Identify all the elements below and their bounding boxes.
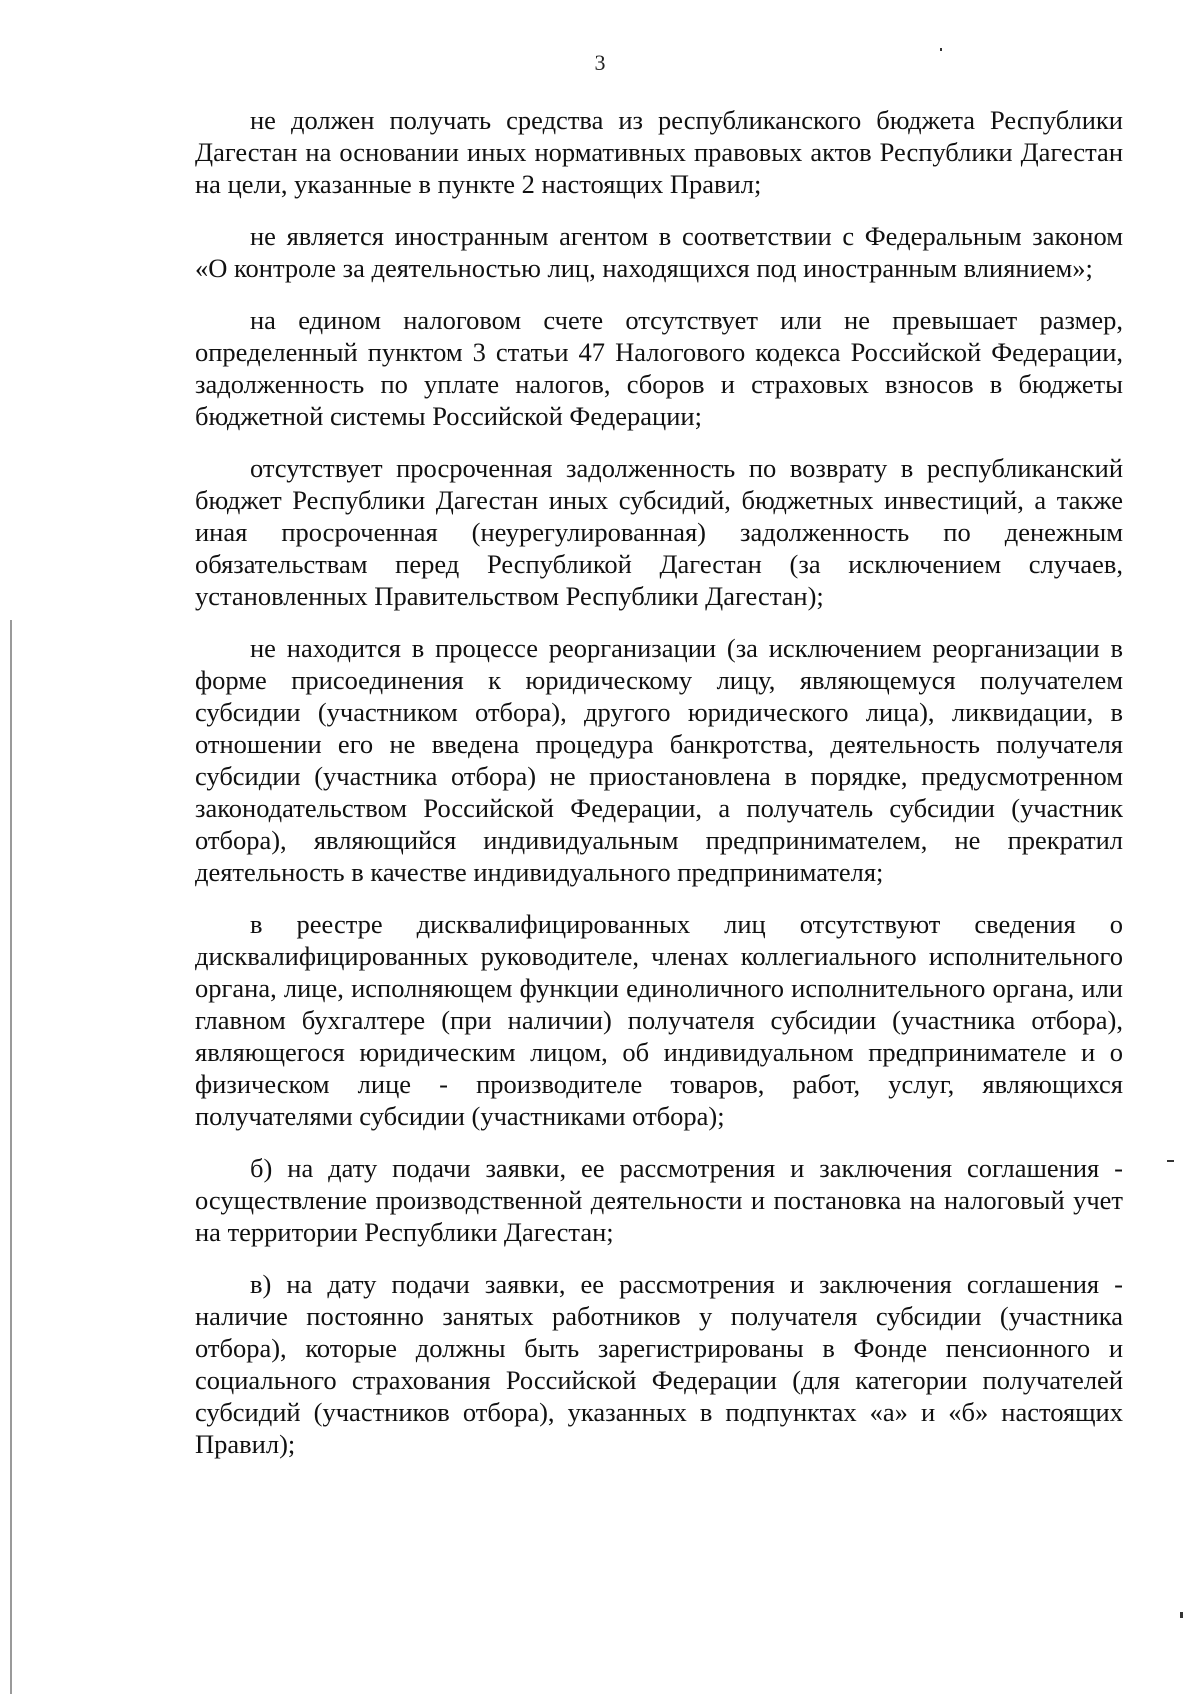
paragraph-item-b: б) на дату подачи заявки, ее рассмотрения и заключения соглашения - осуществление производственной деятельности и постановка на налоговый учет на территории Республики Дагестан; xyxy=(195,1153,1123,1247)
document-body xyxy=(195,104,1123,1480)
paragraph-budget-funds: не должен получать средства из республиканского бюджета Республики Дагестан на основании иных нормативных правовых актов Республики Дагестан на цели, указанные в пункте 2 настоящих Правил; xyxy=(195,105,1123,199)
paragraph-overdue-debt: отсутствует просроченная задолженность по возврату в республиканский бюджет Республики Дагестан иных субсидий, бюджетных инвестиций, а также иная просроченная (неурегулированная) задолженность по денежным обязательствам перед Республикой Дагестан (за исключением случаев, установленных Правительством Республики Дагестан); xyxy=(195,453,1123,611)
scan-edge-line xyxy=(10,620,12,1694)
paragraph-foreign-agent: не является иностранным агентом в соответствии с Федеральным законом «О контроле за деятельностью лиц, находящихся под иностранным влиянием»; xyxy=(195,221,1123,283)
paragraph-disqualified-registry: в реестре дисквалифицированных лиц отсутствуют сведения о дисквалифицированных руководителе, членах коллегиального исполнительного органа, лице, исполняющем функции единоличного исполнительного органа, или главном бухгалтере (при наличии) получателя субсидии (участника отбора), являющегося юридическим лицом, об индивидуальном предпринимателе и о физическом лице - производителе товаров, работ, услуг, являющихся получателями субсидии (участниками отбора); xyxy=(195,909,1123,1131)
paragraph-item-v: в) на дату подачи заявки, ее рассмотрения и заключения соглашения - наличие постоянно занятых работников у получателя субсидии (участника отбора), которые должны быть зарегистрированы в Фонде пенсионного и социального страхования Российской Федерации (для категории получателей субсидий (участников отбора), указанных в подпунктах «а» и «б» настоящих Правил); xyxy=(195,1269,1123,1459)
scan-speck xyxy=(1167,1160,1174,1162)
scan-speck xyxy=(1180,1612,1183,1618)
scan-speck xyxy=(940,48,942,51)
page-number: 3 xyxy=(594,50,606,75)
paragraph-tax-account: на едином налоговом счете отсутствует или не превышает размер, определенный пунктом 3 статьи 47 Налогового кодекса Российской Федерации, задолженность по уплате налогов, сборов и страховых взносов в бюджеты бюджетной системы Российской Федерации; xyxy=(195,305,1123,431)
paragraph-reorganization: не находится в процессе реорганизации (за исключением реорганизации в форме присоединения к юридическому лицу, являющемуся получателем субсидии (участником отбора), другого юридического лица), ликвидации, в отношении его не введена процедура банкротства, деятельность получателя субсидии (участника отбора) не приостановлена в порядке, предусмотренном законодательством Российской Федерации, а получатель субсидии (участник отбора), являющийся индивидуальным предпринимателем, не прекратил деятельность в качестве индивидуального предпринимателя; xyxy=(195,633,1123,887)
